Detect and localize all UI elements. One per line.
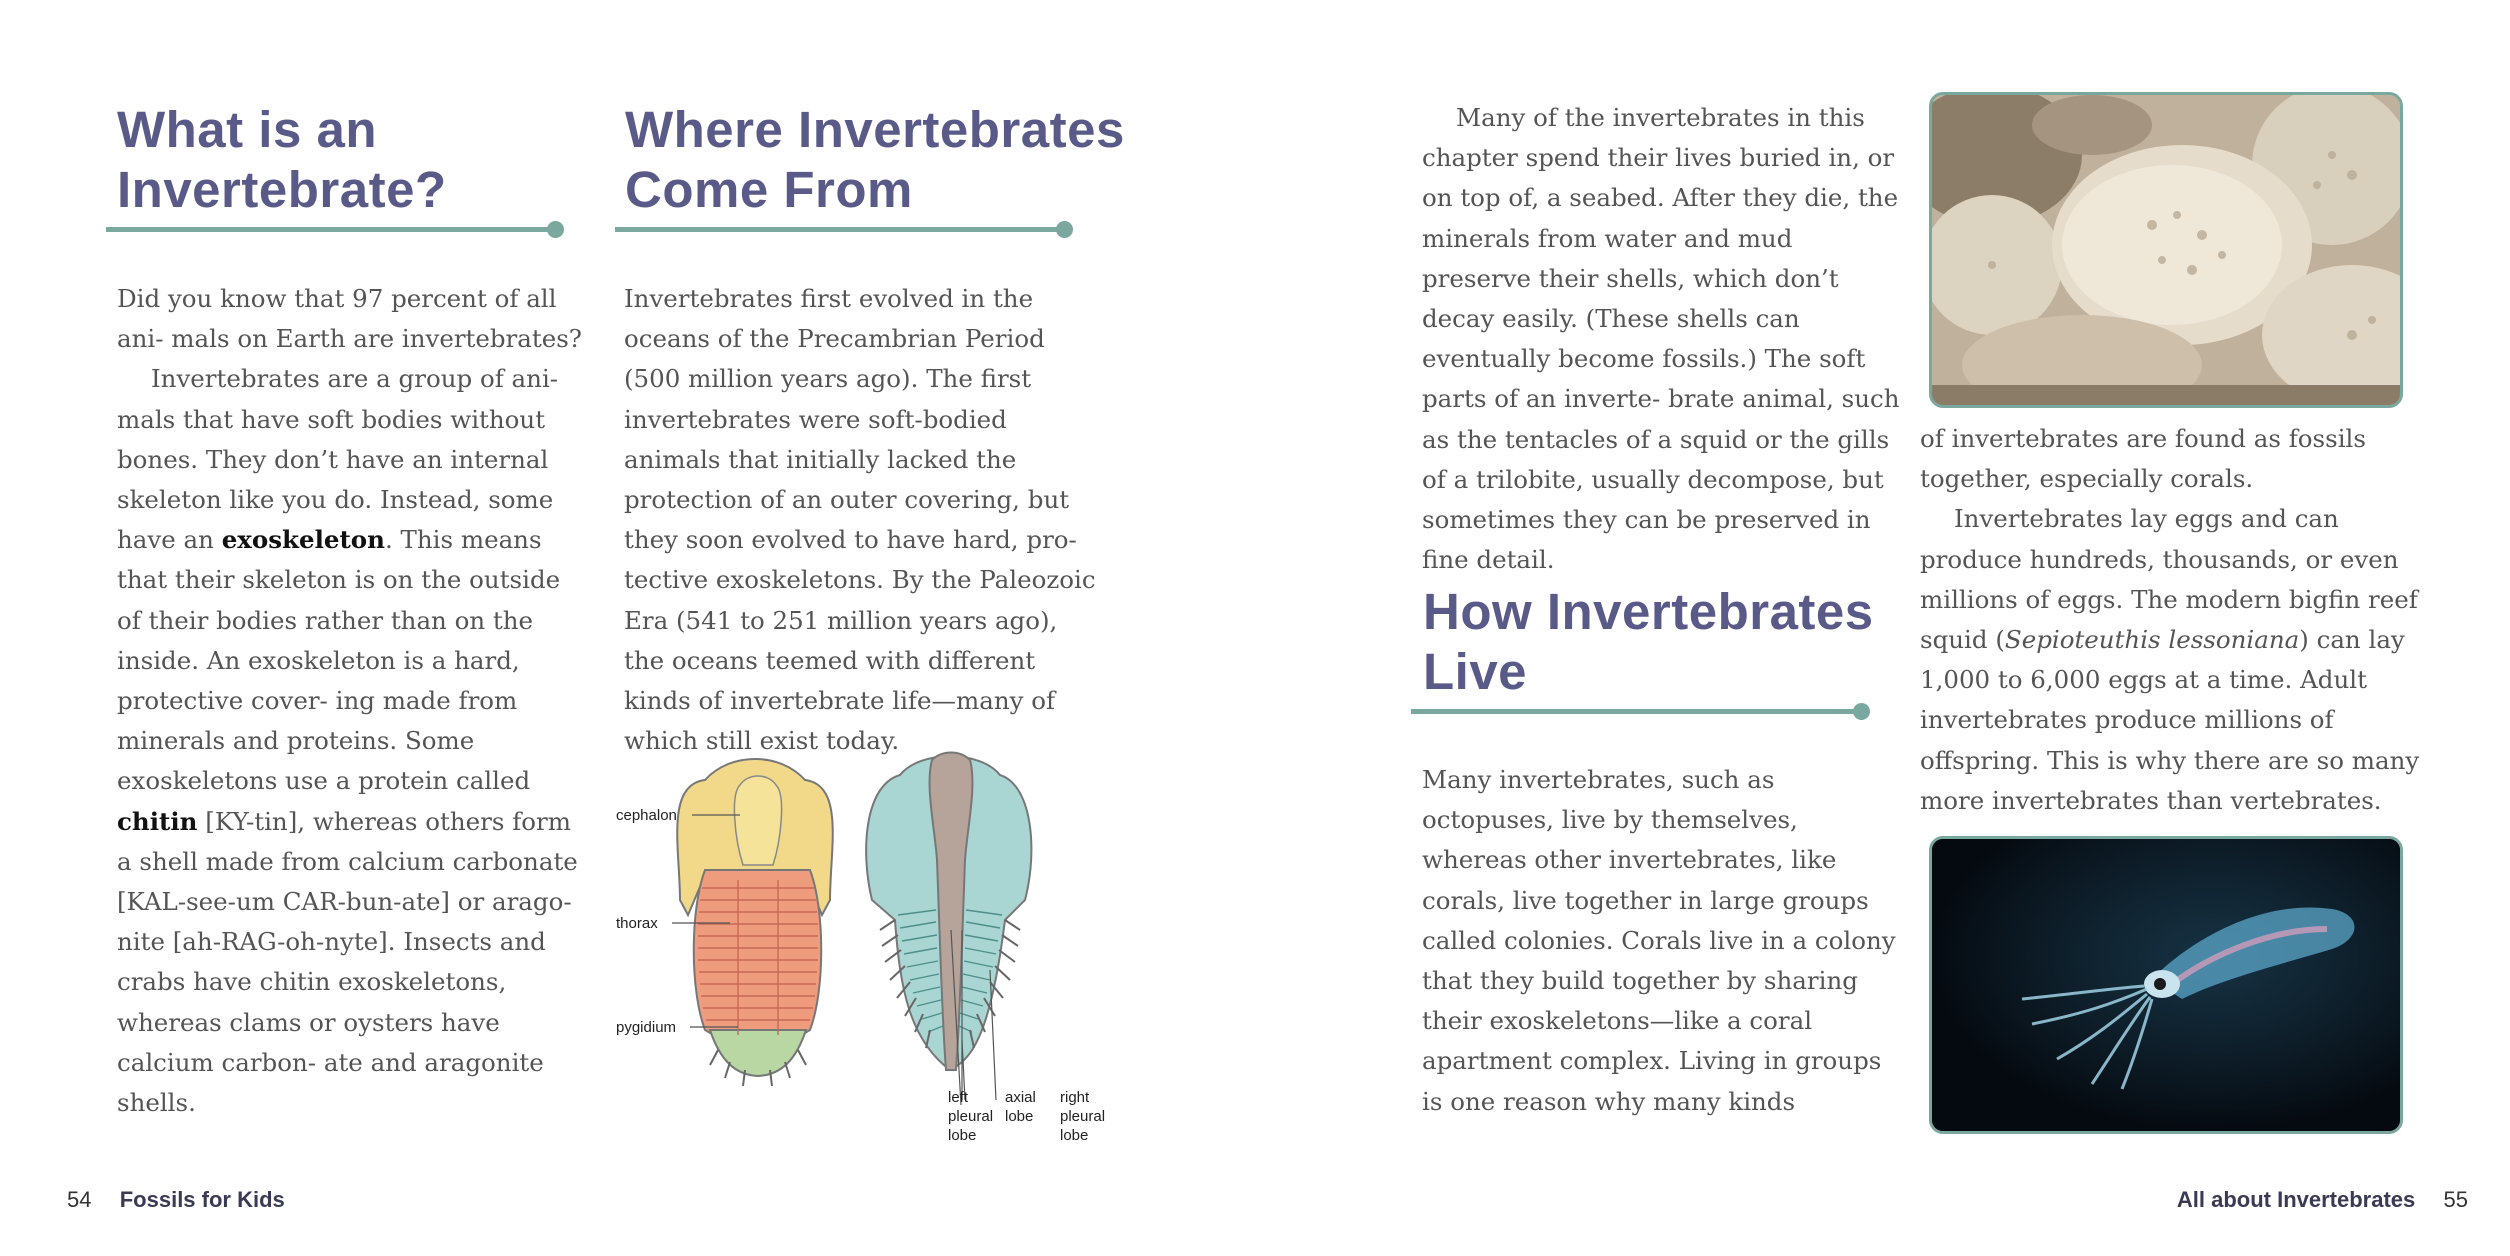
paragraph (1920, 499, 2420, 821)
paragraph: Invertebrates first evolved in the oceans of the Precambrian Period (500 million years ago). The first invertebrates were soft-bodied animals that initially lacked the protection of an outer covering, but they soon evolved to have hard, pro- tective exoskeletons. By the Paleozoic Era (541 to 251 million years ago), the oceans teemed with different kinds of invertebrate life—many of which still exist today. (624, 284, 1096, 756)
heading-how-invertebrates-live (1423, 582, 1874, 702)
heading-line: What is an (117, 101, 378, 158)
text-span: Invertebrates are a group of ani- mals that have soft bodies without bones. They don’t have an internal skeleton like you do. Instead, some have an (117, 364, 559, 555)
column-what-is-invertebrate (117, 279, 587, 1123)
label-axial-lobe-1: axial (1005, 1089, 1036, 1106)
heading-line: Invertebrate? (117, 161, 447, 218)
paragraph (117, 359, 587, 1123)
species-name: Sepioteuthis lessoniana (2004, 625, 2300, 655)
text-span: [KY-tin], whereas others form a shell made from calcium carbonate [KAL-see-um CAR-bun-ate] or arago- nite [ah-RAG-oh-nyte]. Insects and crabs have chitin exoskeletons, whereas clams or oysters have calcium carbon- ate and aragonite shells. (117, 806, 578, 1118)
label-right-pleural-lobe-1: right (1060, 1089, 1090, 1106)
pygidium-shape (710, 1030, 806, 1076)
squid-photo (1929, 836, 2403, 1134)
right-page (1255, 0, 2510, 1256)
paragraph: Did you know that 97 percent of all ani- mals on Earth are invertebrates? (117, 284, 582, 354)
heading-line: Where Invertebrates (625, 101, 1125, 158)
label-axial-lobe-2: lobe (1005, 1108, 1034, 1125)
footer-right (2177, 1187, 2468, 1213)
heading-where-invertebrates-come-from (625, 100, 1125, 220)
chapter-title: All about Invertebrates (2176, 1187, 2416, 1212)
heading-rule (1411, 709, 1864, 714)
label-left-pleural-lobe-2: pleural (948, 1108, 994, 1125)
book-title: Fossils for Kids (119, 1187, 285, 1212)
page-number: 54 (67, 1187, 92, 1212)
column-fossilization (1422, 98, 1902, 580)
label-thorax: thorax (616, 915, 658, 932)
text-span: ) can lay 1,000 to 6,000 eggs at a time. Adult invertebrates produce millions of offspring. This is why there are so many more invertebrates than vertebrates. (1920, 625, 2420, 815)
text-span: Invertebrates lay eggs and can produce hundreds, thousands, or even millions of eggs. The modern bigfin reef squid ( (1920, 504, 2418, 655)
heading-line: How Invertebrates (1423, 583, 1874, 640)
footer-left (67, 1187, 285, 1213)
paragraph: Many invertebrates, such as octopuses, live by themselves, whereas other invertebrates, like corals, live together in large groups called colonies. Corals live in a colony that they build together by sharing their exoskeletons—like a coral apartment complex. Living in groups is one reason why many kinds (1422, 765, 1896, 1116)
term-chitin: chitin (117, 806, 198, 836)
column-reproduction (1920, 419, 2420, 821)
label-left-pleural-lobe-1: left (948, 1089, 969, 1106)
heading-line: Come From (625, 161, 913, 218)
glabella-shape (734, 776, 781, 865)
term-exoskeleton: exoskeleton (221, 525, 385, 555)
paragraph: of invertebrates are found as fossils together, especially corals. (1920, 424, 2366, 494)
heading-rule (615, 227, 1067, 232)
thorax-shape (694, 870, 822, 1045)
page-number: 55 (2443, 1187, 2468, 1212)
paragraph: Many of the invertebrates in this chapter spend their lives buried in, or on top of, a seabed. After they die, the minerals from water and mud preserve their shells, which don’t decay easily. (These shells can eventually become fossils.) The soft parts of an inverte- brate animal, such as the tentacles of a squid or the gills of a trilobite, usually decompose, but sometimes they can be preserved in fine detail. (1422, 103, 1900, 575)
column-how-invertebrates-live (1422, 760, 1906, 1122)
coral-photo-art (1932, 95, 2400, 405)
trilobite-ventral-view (866, 753, 1031, 1071)
text-span: . This means that their skeleton is on the outside of their bodies rather than on the inside. An exoskeleton is a hard, protective cover- ing made from minerals and proteins. Some exoskeletons use a protein called (117, 525, 561, 796)
column-where-invertebrates-come-from (624, 279, 1102, 761)
label-right-pleural-lobe-2: pleural (1060, 1108, 1106, 1125)
heading-line: Live (1423, 643, 1528, 700)
heading-rule (106, 227, 558, 232)
label-pygidium: pygidium (616, 1019, 677, 1036)
heading-what-is-invertebrate (117, 100, 447, 220)
coral-fossil-photo (1929, 92, 2403, 408)
squid-photo-art (1932, 839, 2400, 1131)
label-left-pleural-lobe-3: lobe (948, 1127, 977, 1144)
label-right-pleural-lobe-3: lobe (1060, 1127, 1089, 1144)
label-cephalon: cephalon (616, 807, 677, 824)
trilobite-diagram (610, 740, 1130, 1150)
